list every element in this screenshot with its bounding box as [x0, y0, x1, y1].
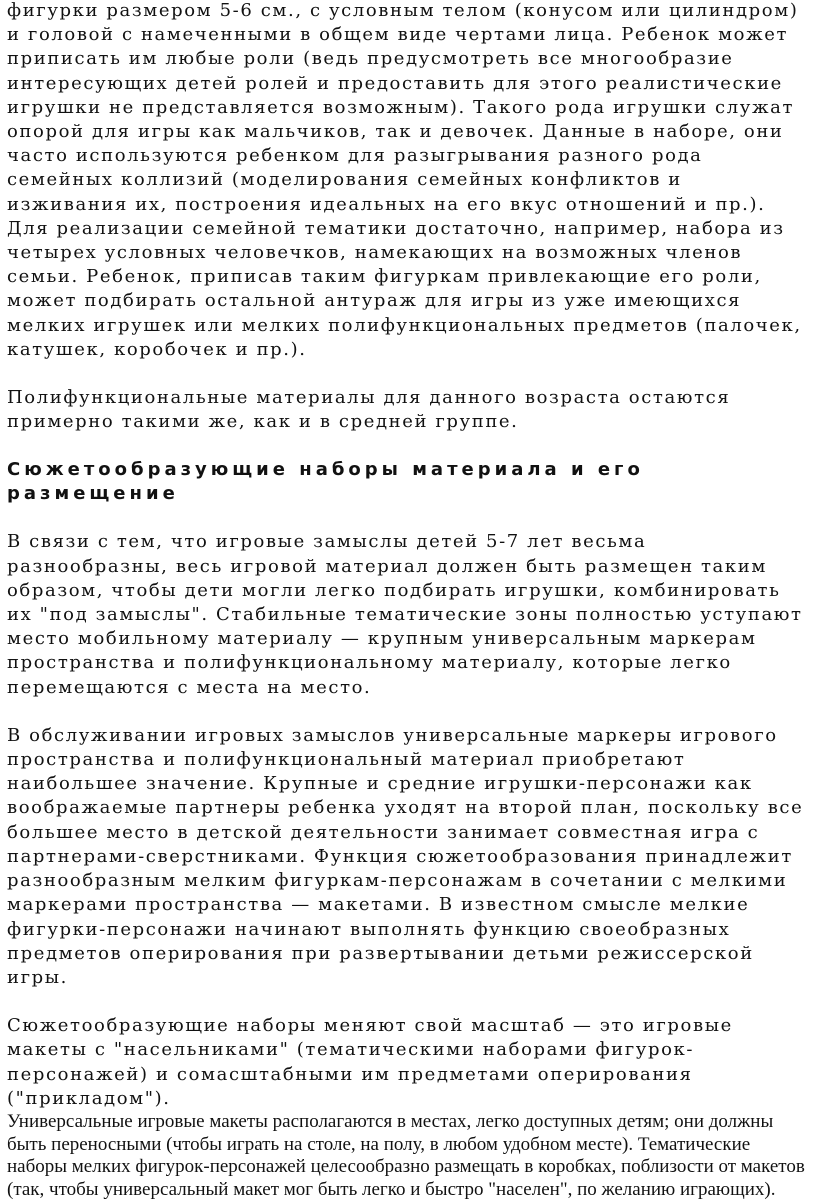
- paragraph-gap: [7, 434, 807, 458]
- paragraph-placement: В связи с тем, что игровые замыслы детей 5-7 лет весьма разнообразны, весь игровой материал должен быть размещен таким образом, чтобы дети могли легко подбирать игрушки, комбинировать их "под замыслы". Стабильные тематические зоны полностью уступают место мобильному материалу — крупным универсальным маркерам пространства и полифункциональному материалу, которые легко перемещаются с места на место.: [7, 531, 803, 698]
- section-heading: Сюжетообразующие наборы материала и его размещение: [7, 459, 644, 505]
- paragraph-small-figures: фигурки размером 5-6 см., с условным телом (конусом или цилиндром) и головой с намеченными в общем виде чертами лица. Ребенок может приписать им любые роли (ведь предусмотреть все многообразие интересующих детей ролей и предоставить для этого реалистические игрушки не представляется возможным). Такого рода игрушки служат опорой для игры как мальчиков, так и девочек. Данные в наборе, они часто используются ребенком для разыгрывания разного рода семейных коллизий (моделирования семейных конфликтов и изживания их, построения идеальных на его вкус отношений и пр.). Для реализации семейной тематики достаточно, например, набора из четырех условных человечков, намекающих на возможных членов семьи. Ребенок, приписав таким фигуркам привлекающие его роли, может подбирать остальной антураж для игры из уже имеющихся мелких игрушек или мелких полифункциональных предметов (палочек, катушек, коробочек и пр.).: [7, 0, 802, 360]
- paragraph-scale: Сюжетообразующие наборы меняют свой масштаб — это игровые макеты с "насельниками" (тематическими наборами фигурок-персонажей) и сомасштабными им предметами оперирования ("прикладом").: [7, 1015, 733, 1109]
- paragraph-gap: [7, 362, 807, 386]
- paragraph-layouts: Универсальные игровые макеты располагаются в местах, легко доступных детям; они должны быть переносными (чтобы играть на столе, на полу, в любом удобном месте). Тематические наборы мелких фигурок-персонажей целесообразно размещать в коробках, поблизости от макетов (так, чтобы универсальный макет мог быть легко и быстро "населен", по желанию играющих).: [7, 1110, 805, 1200]
- paragraph-gap: [7, 700, 807, 724]
- paragraph-gap: [7, 506, 807, 530]
- paragraph-markers: В обслуживании игровых замыслов универсальные маркеры игрового пространства и полифункциональный материал приобретают наибольшее значение. Крупные и средние игрушки-персонажи как воображаемые партнеры ребенка уходят на второй план, поскольку все большее место в детской деятельности занимает совместная игра с партнерами-сверстниками. Функция сюжетообразования принадлежит разнообразным мелким фигуркам-персонажам в сочетании с мелкими маркерами пространства — макетами. В известном смысле мелкие фигурки-персонажи начинают выполнять функцию своеобразных предметов оперирования при развертывании детьми режиссерской игры.: [7, 724, 804, 988]
- document-page: [7, 0, 807, 1201]
- paragraph-gap: [7, 990, 807, 1014]
- paragraph-polyfunctional: Полифункциональные материалы для данного возраста остаются примерно такими же, как и в средней группе.: [7, 387, 731, 433]
